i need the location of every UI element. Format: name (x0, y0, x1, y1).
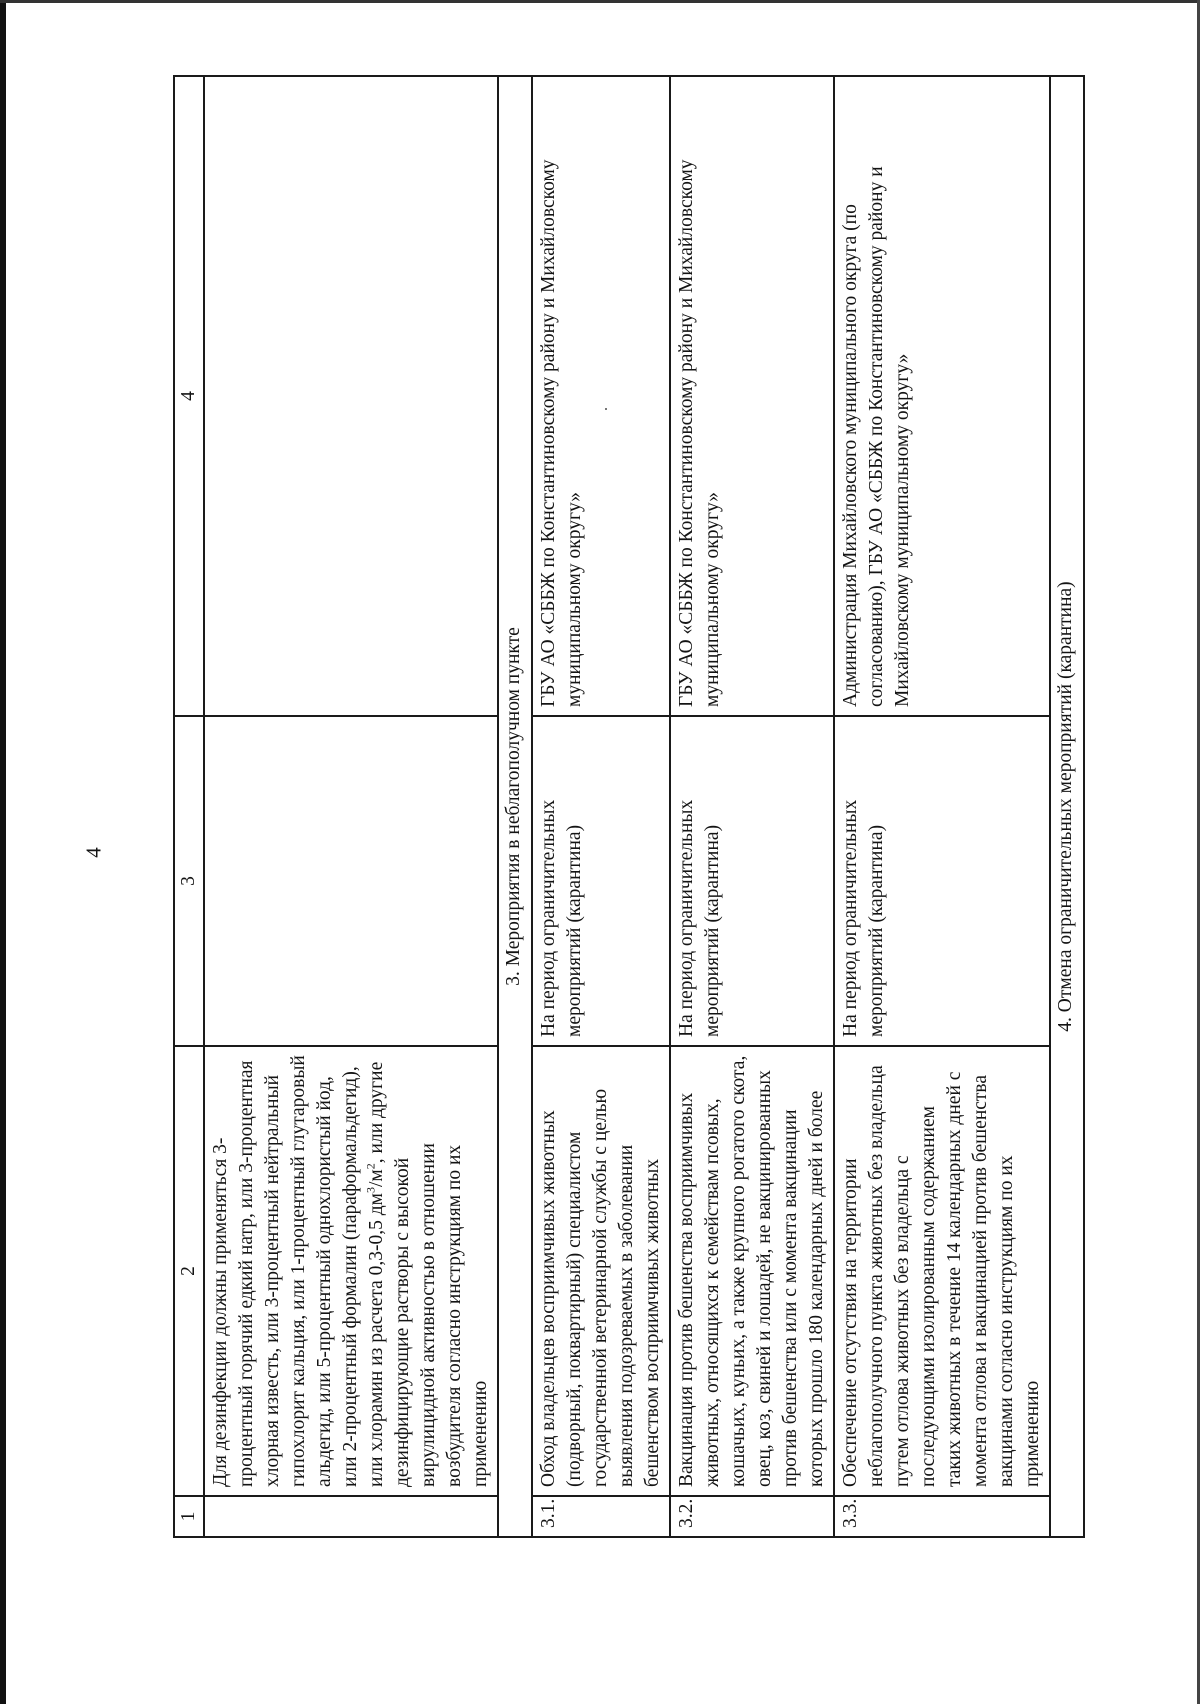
responsible-text: ГБУ АО «СББЖ по Константиновскому району и Михайловскому муниципальному округу» (670, 76, 834, 716)
row-number: 3.1. (532, 1496, 670, 1537)
responsible-text: Администрация Михайловского муниципального округа (по согласованию), ГБУ АО «СББЖ по Константиновскому району и Михайловскому муниципальному округу» (834, 76, 1050, 716)
period-text (204, 716, 498, 1046)
measures-table (173, 75, 1085, 1538)
scan-edge-top (0, 0, 1200, 3)
measure-text: Вакцинация против бешенства восприимчивых животных, относящихся к семействам псовых, кошачьих, куньих, а также крупного рогатого скота, овец, коз, свиней и лошадей, не вакцинированных против бешенства или с момента вакцинации которых прошло 180 календарных дней и более (670, 1046, 834, 1496)
table-row (532, 76, 670, 1537)
period-text: На период ограничительных мероприятий (карантина) (532, 716, 670, 1046)
measure-text-part: , или другие дезинфицирующие растворы с высокой вирулицидной активностью в отношении возбудителя согласно инструкциям по их применению (366, 1061, 491, 1487)
measure-text-part: /м (366, 1169, 387, 1187)
superscript: 3 (363, 1186, 378, 1193)
column-header-4: 4 (174, 76, 204, 716)
section-row (498, 76, 532, 1537)
column-header-3: 3 (174, 716, 204, 1046)
table-row (670, 76, 834, 1537)
column-header-2: 2 (174, 1046, 204, 1496)
table-row (204, 76, 498, 1537)
section-title: 3. Мероприятия в неблагополучном пункте (498, 76, 532, 1537)
measure-text: Обход владельцев восприимчивых животных (подворный, поквартирный) специалистом государственной ветеринарной службы с целью выявления подозреваемых в заболевании бешенством восприимчивых животных (532, 1046, 670, 1496)
measure-text-part: Для дезинфекции должны применяться 3-процентный горячий едкий натр, или 3-процентная хлорная известь, или 3-процентный нейтральный гипохлорит кальция, или 1-процентный глутаровый альдегид, или 5-процентный однохлористый йод, или 2-процентный формалин (параформальдегид), или хлорамин из расчета 0,3-0,5 дм (210, 1055, 387, 1487)
period-text: На период ограничительных мероприятий (карантина) (670, 716, 834, 1046)
measure-text: Обеспечение отсутствия на территории неблагополучного пункта животных без владельца путем отлова животных без владельца с последующими изолированным содержанием таких животных в течение 14 календарных дней с момента отлова и вакцинацией против бешенства вакцинами согласно инструкциям по их применению (834, 1046, 1050, 1496)
table-row (834, 76, 1050, 1537)
section-row (1050, 76, 1084, 1537)
page-number: 4 (81, 847, 106, 858)
column-header-1: 1 (174, 1496, 204, 1537)
superscript: 2 (363, 1163, 378, 1170)
scan-edge-left (0, 0, 6, 1704)
measure-text (204, 1046, 498, 1496)
period-text: На период ограничительных мероприятий (карантина) (834, 716, 1050, 1046)
row-number: 3.2. (670, 1496, 834, 1537)
table-header-row (174, 76, 204, 1537)
section-title: 4. Отмена ограничительных мероприятий (карантина) (1050, 76, 1084, 1537)
row-number (204, 1496, 498, 1537)
row-number: 3.3. (834, 1496, 1050, 1537)
rotated-table-container (173, 77, 1076, 1538)
responsible-text (204, 76, 498, 716)
responsible-text: ГБУ АО «СББЖ по Константиновскому району и Михайловскому муниципальному округу» (532, 76, 670, 716)
